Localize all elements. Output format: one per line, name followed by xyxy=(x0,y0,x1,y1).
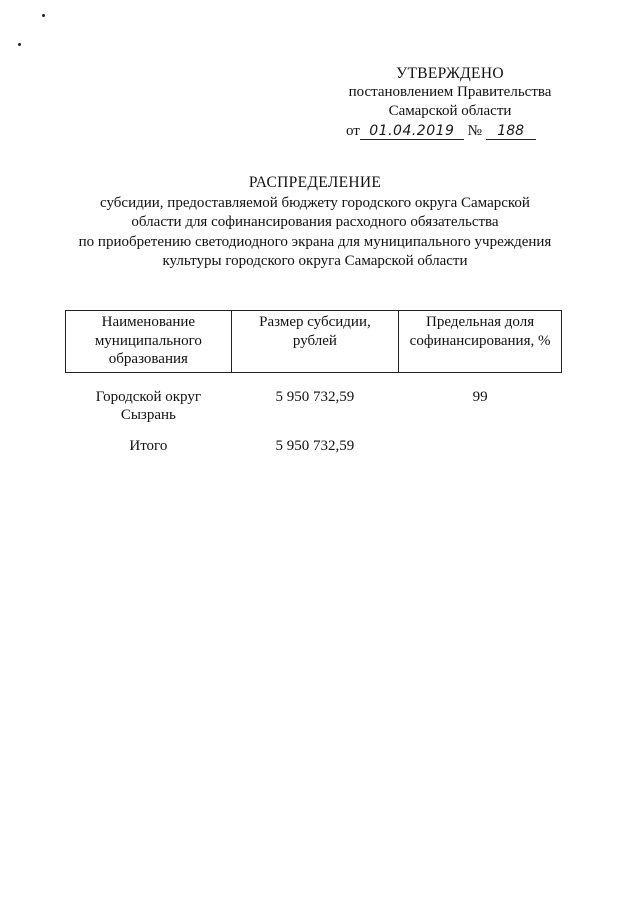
date-prefix: от xyxy=(346,123,360,139)
approval-block xyxy=(330,64,570,141)
column-header-municipality: Наименование муниципального образования xyxy=(66,311,232,373)
cell-cofinancing-share: 99 xyxy=(472,388,488,405)
total-amount: 5 950 732,59 xyxy=(275,437,355,454)
approval-title: УТВЕРЖДЕНО xyxy=(396,65,504,82)
total-label: Итого xyxy=(129,437,168,454)
heading-line: по приобретению светодиодного экрана для муниципального учреждения xyxy=(78,233,552,250)
approval-number: 188 xyxy=(486,124,536,140)
number-prefix: № xyxy=(467,123,482,139)
column-header-subsidy-amount: Размер субсидии, рублей xyxy=(231,311,398,373)
subsidy-table xyxy=(65,310,562,455)
column-header-cofinancing-share: Предельная доля софинансирования, % xyxy=(399,311,562,373)
table-header-row xyxy=(66,311,562,373)
approval-reference xyxy=(330,122,570,141)
scan-speck xyxy=(42,14,45,17)
heading-line: субсидии, предоставляемой бюджету городского округа Самарской xyxy=(100,194,530,211)
heading-line: области для софинансирования расходного обязательства xyxy=(131,214,499,230)
total-row xyxy=(66,425,562,456)
table-row xyxy=(66,372,562,425)
document-heading xyxy=(50,173,580,272)
total-empty-cell xyxy=(399,425,562,456)
cell-subsidy-amount: 5 950 732,59 xyxy=(275,388,355,405)
approval-line: постановлением Правительства xyxy=(348,84,552,100)
approval-date: 01.04.2019 xyxy=(360,124,464,140)
cell-municipality: Городской округ Сызрань xyxy=(95,388,201,423)
approval-line: Самарской области xyxy=(388,103,512,119)
heading-line: культуры городского округа Самарской области xyxy=(162,253,468,269)
document-title: РАСПРЕДЕЛЕНИЕ xyxy=(248,174,382,191)
scan-speck xyxy=(18,43,21,46)
